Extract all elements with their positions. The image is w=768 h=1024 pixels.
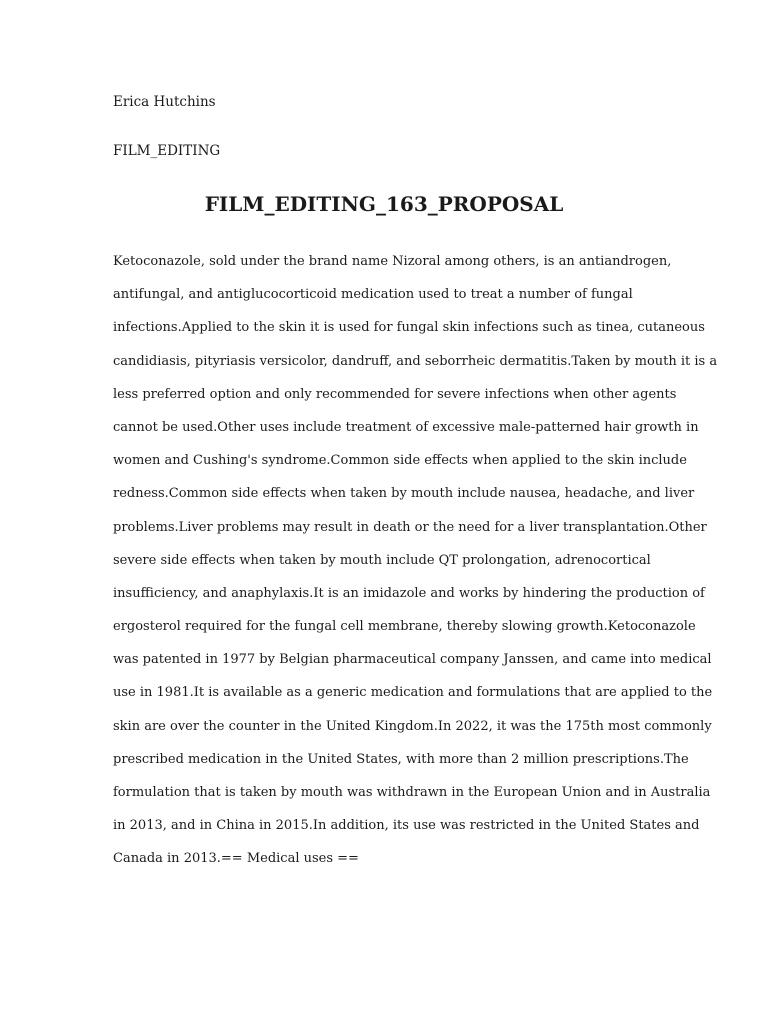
body-line: problems.Liver problems may result in death or the need for a liver transplantation.Other <box>113 519 707 535</box>
body-line: cannot be used.Other uses include treatment of excessive male-patterned hair growth in <box>113 419 699 435</box>
body-line: ergosterol required for the fungal cell membrane, thereby slowing growth.Ketoconazole <box>113 619 696 635</box>
body-line: redness.Common side effects when taken by mouth include nausea, headache, and liver <box>113 486 695 502</box>
body-line: insufficiency, and anaphylaxis.It is an imidazole and works by hindering the production of <box>113 585 705 601</box>
body-line: severe side effects when taken by mouth include QT prolongation, adrenocortical <box>113 552 651 568</box>
body-line: less preferred option and only recommended for severe infections when other agents <box>113 386 677 402</box>
body-line: women and Cushing's syndrome.Common side effects when applied to the skin include <box>113 453 687 469</box>
body-line: skin are over the counter in the United Kingdom.In 2022, it was the 175th most commonly <box>113 718 712 734</box>
body-line: in 2013, and in China in 2015.In addition, its use was restricted in the United States and <box>113 818 700 834</box>
body-line: use in 1981.It is available as a generic medication and formulations that are applied to the <box>113 685 713 701</box>
document-title: FILM_EDITING_163_PROPOSAL <box>204 192 564 216</box>
body-line: prescribed medication in the United States, with more than 2 million prescriptions.The <box>113 751 689 767</box>
body-line: formulation that is taken by mouth was withdrawn in the European Union and in Australia <box>113 785 711 800</box>
body-line: antifungal, and antiglucocorticoid medication used to treat a number of fungal <box>113 287 633 303</box>
body-line: Canada in 2013.== Medical uses == <box>113 851 359 867</box>
course-name: FILM_EDITING <box>113 143 221 159</box>
body-paragraph <box>113 252 717 883</box>
body-line: Ketoconazole, sold under the brand name Nizoral among others, is an antiandrogen, <box>113 254 672 269</box>
body-line: infections.Applied to the skin it is used for fungal skin infections such as tinea, cutaneous <box>113 320 705 336</box>
author-name: Erica Hutchins <box>113 94 216 110</box>
body-line: was patented in 1977 by Belgian pharmaceutical company Janssen, and came into medical <box>113 652 712 668</box>
body-line: candidiasis, pityriasis versicolor, dandruff, and seborrheic dermatitis.Taken by mouth it is a <box>113 353 718 369</box>
